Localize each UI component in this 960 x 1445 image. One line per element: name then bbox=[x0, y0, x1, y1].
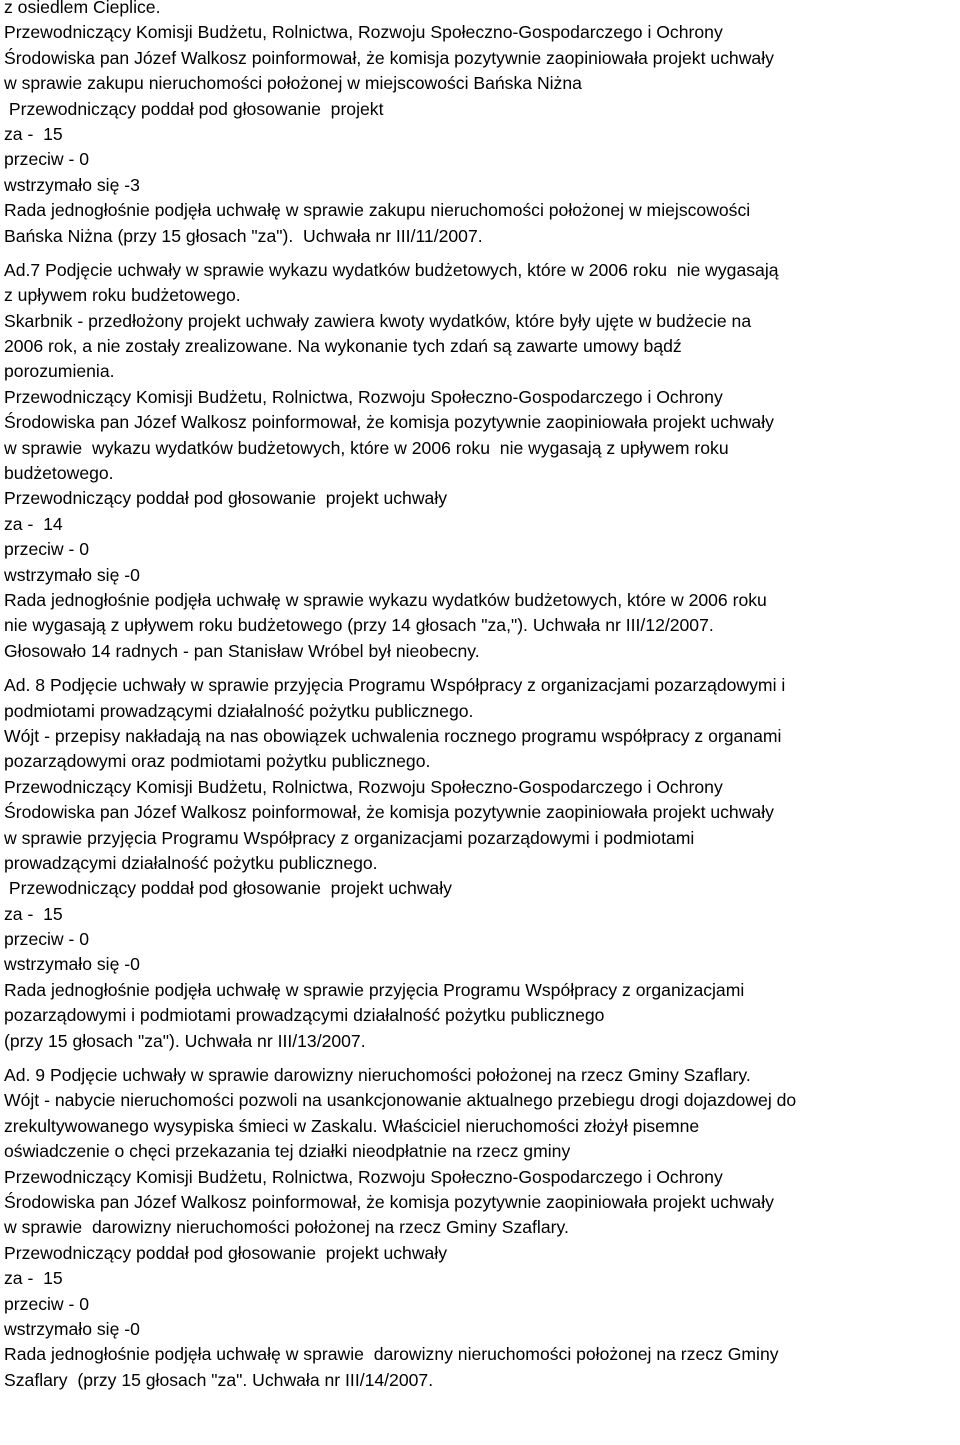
text-line: w sprawie darowizny nieruchomości położonej na rzecz Gminy Szaflary. bbox=[4, 1217, 569, 1238]
text-line: Rada jednogłośnie podjęła uchwałę w sprawie przyjęcia Programu Współpracy z organizacjami bbox=[4, 979, 745, 1000]
text-line: podmiotami prowadzącymi działalność pożytku publicznego. bbox=[4, 700, 474, 721]
text-line: w sprawie zakupu nieruchomości położonej w miejscowości Bańska Niżna bbox=[4, 73, 582, 94]
text-line: Przewodniczący poddał pod głosowanie projekt bbox=[4, 98, 384, 119]
agenda-item-heading: Ad.7 Podjęcie uchwały w sprawie wykazu wydatków budżetowych, które w 2006 roku nie wygasają bbox=[4, 259, 779, 280]
text-line: za - 14 bbox=[4, 513, 63, 534]
text-line: nie wygasają z upływem roku budżetowego (przy 14 głosach "za,"). Uchwała nr III/12/2007. bbox=[4, 615, 714, 636]
text-line: Przewodniczący Komisji Budżetu, Rolnictwa, Rozwoju Społeczno-Gospodarczego i Ochrony bbox=[4, 22, 723, 43]
text-line: Rada jednogłośnie podjęła uchwałę w sprawie darowizny nieruchomości położonej na rzecz Gminy bbox=[4, 1344, 779, 1365]
text-line: Środowiska pan Józef Walkosz poinformował, że komisja pozytywnie zaopiniowała projekt uchwały bbox=[4, 802, 774, 823]
text-line: 2006 rok, a nie zostały zrealizowane. Na wykonanie tych zdań są zawarte umowy bądź bbox=[4, 336, 682, 357]
text-line: z upływem roku budżetowego. bbox=[4, 285, 241, 306]
paragraph-gap bbox=[4, 249, 956, 258]
text-line: Środowiska pan Józef Walkosz poinformował, że komisja pozytywnie zaopiniowała projekt uchwały bbox=[4, 412, 774, 433]
agenda-item-heading: Ad. 9 Podjęcie uchwały w sprawie darowizny nieruchomości położonej na rzecz Gminy Szaflary. bbox=[4, 1065, 751, 1086]
text-line: w sprawie przyjęcia Programu Współpracy z organizacjami pozarządowymi i podmiotami bbox=[4, 827, 695, 848]
text-line: Przewodniczący poddał pod głosowanie projekt uchwały bbox=[4, 1242, 448, 1263]
text-line: wstrzymało się -0 bbox=[4, 954, 140, 975]
text-line: Przewodniczący poddał pod głosowanie projekt uchwały bbox=[4, 878, 452, 899]
text-line: przeciw - 0 bbox=[4, 149, 90, 170]
text-line: Środowiska pan Józef Walkosz poinformował, że komisja pozytywnie zaopiniowała projekt uchwały bbox=[4, 47, 774, 68]
text-line: zrekultywowanego wysypiska śmieci w Zaskalu. Właściciel nieruchomości złożył pisemne bbox=[4, 1115, 700, 1136]
text-line: Wójt - przepisy nakładają na nas obowiązek uchwalenia rocznego programu współpracy z organami bbox=[4, 725, 782, 746]
text-line: Skarbnik - przedłożony projekt uchwały zawiera kwoty wydatków, które były ujęte w budżecie na bbox=[4, 310, 752, 331]
text-line: Rada jednogłośnie podjęła uchwałę w sprawie zakupu nieruchomości położonej w miejscowości bbox=[4, 200, 751, 221]
text-line: Przewodniczący Komisji Budżetu, Rolnictwa, Rozwoju Społeczno-Gospodarczego i Ochrony bbox=[4, 1166, 723, 1187]
text-line: pozarządowymi i podmiotami prowadzącymi działalność pożytku publicznego bbox=[4, 1005, 605, 1026]
text-line: przeciw - 0 bbox=[4, 539, 90, 560]
text-line: Szaflary (przy 15 głosach "za". Uchwała nr III/14/2007. bbox=[4, 1369, 434, 1390]
text-line: Przewodniczący Komisji Budżetu, Rolnictwa, Rozwoju Społeczno-Gospodarczego i Ochrony bbox=[4, 386, 723, 407]
text-line: Bańska Niżna (przy 15 głosach "za"). Uchwała nr III/11/2007. bbox=[4, 225, 483, 246]
paragraph-gap bbox=[4, 1054, 956, 1063]
text-line: Przewodniczący poddał pod głosowanie projekt uchwały bbox=[4, 488, 448, 509]
text-line: budżetowego. bbox=[4, 463, 114, 484]
text-line: (przy 15 głosach "za"). Uchwała nr III/13/2007. bbox=[4, 1030, 366, 1051]
text-line: z osiedlem Cieplice. bbox=[4, 0, 161, 17]
text-line: Przewodniczący Komisji Budżetu, Rolnictwa, Rozwoju Społeczno-Gospodarczego i Ochrony bbox=[4, 776, 723, 797]
text-line: Wójt - nabycie nieruchomości pozwoli na usankcjonowanie aktualnego przebiegu drogi dojazdowej do bbox=[4, 1090, 797, 1111]
text-line: za - 15 bbox=[4, 903, 63, 924]
text-line: prowadzącymi działalność pożytku publicznego. bbox=[4, 852, 378, 873]
text-line: wstrzymało się -0 bbox=[4, 1318, 140, 1339]
paragraph-gap bbox=[4, 664, 956, 673]
text-line: pozarządowymi oraz podmiotami pożytku publicznego. bbox=[4, 751, 431, 772]
text-line: Rada jednogłośnie podjęła uchwałę w sprawie wykazu wydatków budżetowych, które w 2006 roku bbox=[4, 589, 767, 610]
text-line: za - 15 bbox=[4, 123, 63, 144]
text-line: przeciw - 0 bbox=[4, 929, 90, 950]
text-line: oświadczenie o chęci przekazania tej działki nieodpłatnie na rzecz gminy bbox=[4, 1141, 571, 1162]
text-line: przeciw - 0 bbox=[4, 1293, 90, 1314]
text-line: za - 15 bbox=[4, 1268, 63, 1289]
text-line: wstrzymało się -0 bbox=[4, 564, 140, 585]
text-line: porozumienia. bbox=[4, 361, 115, 382]
document-page bbox=[4, 0, 956, 1393]
text-line: Środowiska pan Józef Walkosz poinformował, że komisja pozytywnie zaopiniowała projekt uchwały bbox=[4, 1191, 774, 1212]
text-line: wstrzymało się -3 bbox=[4, 174, 140, 195]
agenda-item-heading: Ad. 8 Podjęcie uchwały w sprawie przyjęcia Programu Współpracy z organizacjami pozarządowymi i bbox=[4, 675, 786, 696]
text-line: w sprawie wykazu wydatków budżetowych, które w 2006 roku nie wygasają z upływem roku bbox=[4, 437, 729, 458]
text-line: Głosowało 14 radnych - pan Stanisław Wróbel był nieobecny. bbox=[4, 640, 480, 661]
